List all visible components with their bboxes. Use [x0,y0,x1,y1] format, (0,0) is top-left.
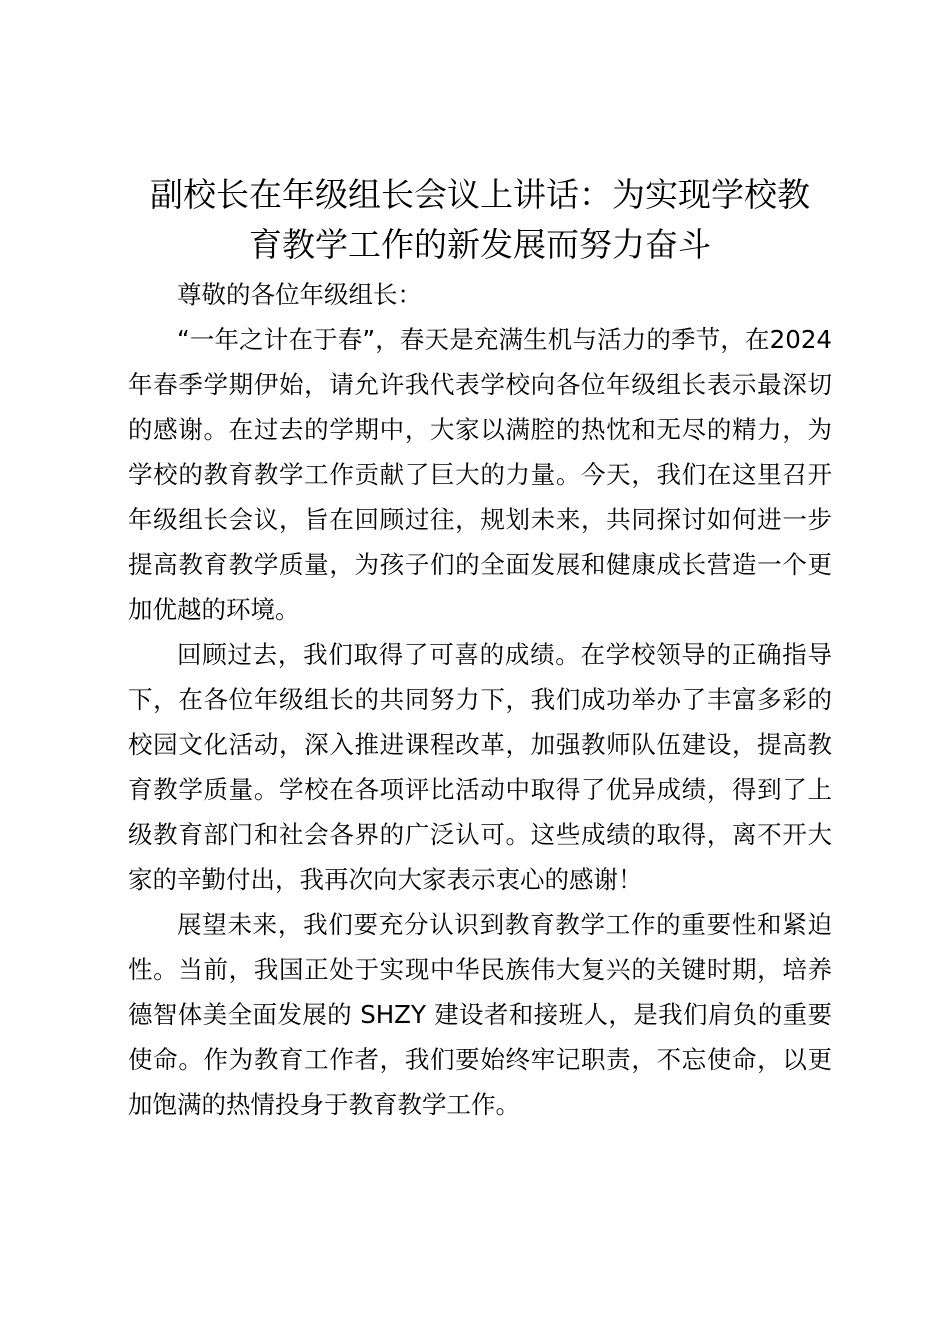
document-page [128,170,832,1127]
document-title [128,170,832,270]
paragraph-outlook: 展望未来，我们要充分认识到教育教学工作的重要性和紧迫性。当前，我国正处于实现中华民族伟大复兴的关键时期，培养德智体美全面发展的 SHZY 建设者和接班人，是我们肩负的重要使命。作为教育工作者，我们要始终牢记职责，不忘使命，以更加饱满的热情投身于教育教学工作。 [128,910,832,1119]
salutation: 尊敬的各位年级组长： [177,280,422,309]
title-line-1: 副校长在年级组长会议上讲话：为实现学校教 [150,175,810,214]
paragraph-review: 回顾过去，我们取得了可喜的成绩。在学校领导的正确指导下，在各位年级组长的共同努力下，我们成功举办了丰富多彩的校园文化活动，深入推进课程改革，加强教师队伍建设，提高教育教学质量。学校在各项评比活动中取得了优异成绩，得到了上级教育部门和社会各界的广泛认可。这些成绩的取得，离不开大家的辛勤付出，我再次向大家表示衷心的感谢！ [128,640,832,894]
title-line-2: 育教学工作的新发展而努力奋斗 [249,225,711,264]
paragraph-intro: “一年之计在于春”，春天是充满生机与活力的季节，在2024年春季学期伊始，请允许我代表学校向各位年级组长表示最深切的感谢。在过去的学期中，大家以满腔的热忱和无尽的精力，为学校的教育教学工作贡献了巨大的力量。今天，我们在这里召开年级组长会议，旨在回顾过往，规划未来，共同探讨如何进一步提高教育教学质量，为孩子们的全面发展和健康成长营造一个更加优越的环境。 [128,325,832,624]
document-body [128,272,832,1127]
